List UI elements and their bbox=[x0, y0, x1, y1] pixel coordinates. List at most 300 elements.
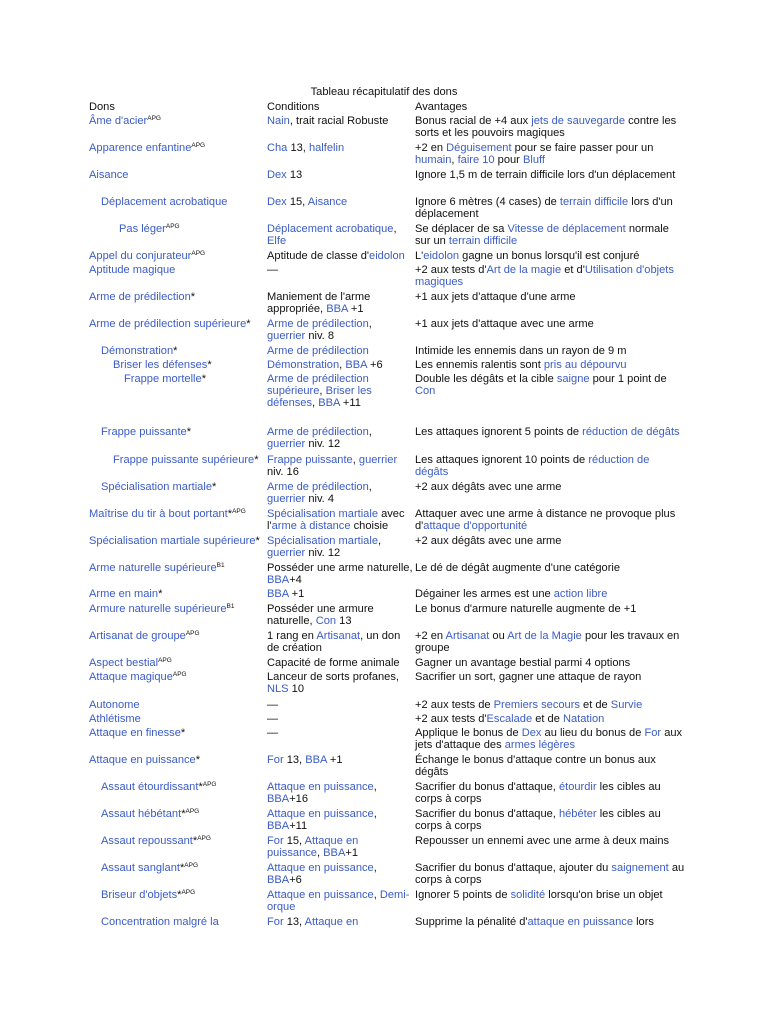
feat-link[interactable]: Spécialisation martiale bbox=[267, 535, 378, 547]
feat-link[interactable]: eidolon bbox=[423, 250, 460, 262]
feat-link[interactable]: action libre bbox=[553, 588, 608, 600]
feat-name bbox=[89, 264, 265, 276]
feat-link[interactable]: Elfe bbox=[267, 235, 287, 248]
feat-link[interactable]: Attaque en puissance bbox=[267, 781, 374, 793]
feat-advantages bbox=[415, 359, 685, 371]
feat-link[interactable]: Artisanat de groupe bbox=[89, 630, 186, 642]
feat-link[interactable]: Autonome bbox=[89, 699, 140, 711]
feat-link[interactable]: Art de la magie bbox=[486, 264, 562, 276]
feat-link[interactable]: Vitesse de déplacement bbox=[507, 223, 626, 235]
feat-advantages bbox=[415, 264, 685, 288]
cell-text: niv. 12 bbox=[305, 438, 341, 451]
feat-link[interactable]: Utilisation d'objets magiques bbox=[415, 264, 674, 289]
feat-link[interactable]: Dex bbox=[521, 727, 542, 739]
feat-link[interactable]: guerrier bbox=[267, 330, 306, 343]
feat-link[interactable]: Spécialisation martiale supérieure bbox=[89, 535, 256, 547]
feat-conditions bbox=[267, 426, 413, 450]
feat-link[interactable]: Attaque en puissance bbox=[267, 835, 359, 860]
feat-name bbox=[101, 889, 265, 901]
cell-text: Sacrifier un sort, gagner une attaque de rayon bbox=[415, 671, 642, 683]
cell-text: +16 bbox=[289, 793, 309, 806]
cell-text: +1 bbox=[288, 588, 305, 600]
feat-link[interactable]: BBA bbox=[267, 793, 290, 806]
cell-text: Applique le bonus de bbox=[415, 727, 522, 739]
feat-link[interactable]: Aisance bbox=[89, 169, 129, 181]
cell-text: — bbox=[267, 264, 279, 276]
feat-name bbox=[89, 250, 265, 262]
cell-text: * bbox=[201, 373, 207, 385]
source-tag: B1 bbox=[226, 603, 235, 610]
cell-text: * bbox=[254, 454, 259, 466]
cell-text: niv. 16 bbox=[267, 466, 299, 479]
feat-conditions bbox=[267, 916, 413, 928]
source-tag: APG bbox=[232, 508, 246, 515]
feat-advantages bbox=[415, 508, 685, 532]
feat-link[interactable]: Dex bbox=[267, 169, 287, 181]
feat-link[interactable]: Briser les défenses bbox=[113, 359, 208, 371]
feat-conditions bbox=[267, 754, 413, 766]
feat-link[interactable]: saignement bbox=[611, 862, 669, 874]
feat-name bbox=[101, 916, 265, 928]
feat-link[interactable]: Premiers secours bbox=[493, 699, 580, 711]
feat-link[interactable]: Assaut repoussant bbox=[101, 835, 193, 847]
feat-link[interactable]: BBA bbox=[345, 359, 367, 371]
cell-text: , bbox=[373, 781, 377, 793]
feat-link[interactable]: BBA bbox=[267, 874, 290, 887]
feat-name bbox=[89, 713, 265, 725]
feat-link[interactable]: Con bbox=[415, 385, 436, 398]
feat-link[interactable]: guerrier bbox=[358, 454, 398, 466]
feat-link[interactable]: Attaque en puissance bbox=[267, 808, 374, 820]
feat-conditions bbox=[267, 603, 413, 627]
feat-link[interactable]: Déguisement bbox=[446, 142, 512, 154]
feat-link[interactable]: Demi-orque bbox=[267, 889, 410, 914]
cell-text: pour 1 point de bbox=[589, 373, 667, 385]
cell-text: , bbox=[312, 397, 319, 410]
feat-name bbox=[89, 562, 265, 574]
cell-text: lorsqu'on brise un objet bbox=[545, 889, 663, 901]
cell-text: , bbox=[352, 454, 359, 466]
cell-text: +6 bbox=[289, 874, 302, 887]
feat-advantages bbox=[415, 142, 685, 166]
feat-advantages bbox=[415, 754, 685, 778]
feat-link[interactable]: Artisanat bbox=[316, 630, 361, 642]
cell-text: normale sur un bbox=[415, 223, 669, 248]
feat-link[interactable]: Aptitude magique bbox=[89, 264, 176, 276]
feat-link[interactable]: Attaque en finesse bbox=[89, 727, 181, 739]
feat-link[interactable]: Cha bbox=[267, 142, 288, 154]
feat-link[interactable]: BBA bbox=[323, 847, 346, 860]
feat-advantages bbox=[415, 318, 685, 330]
feat-link[interactable]: Con bbox=[315, 615, 337, 628]
feat-link[interactable]: Frappe puissante supérieure bbox=[113, 454, 255, 466]
feat-link[interactable]: BBA bbox=[318, 397, 340, 410]
feat-link[interactable]: Démonstration bbox=[267, 359, 340, 371]
feat-advantages bbox=[415, 373, 685, 397]
cell-text: , bbox=[319, 385, 326, 398]
feat-link[interactable]: faire 10 bbox=[457, 154, 495, 167]
feat-conditions bbox=[267, 481, 413, 505]
feat-link[interactable]: attaque d'opportunité bbox=[423, 520, 528, 533]
cell-text: 13 bbox=[286, 169, 303, 181]
cell-text: +11 bbox=[339, 397, 361, 410]
feat-advantages bbox=[415, 808, 685, 832]
feat-advantages bbox=[415, 671, 685, 683]
cell-text: Sacrifier du bonus d'attaque, ajouter du bbox=[415, 862, 612, 874]
feat-conditions bbox=[267, 250, 413, 262]
feat-conditions bbox=[267, 727, 413, 739]
cell-text: Lanceur de sorts profanes, bbox=[267, 671, 399, 683]
cell-text: niv. 4 bbox=[305, 493, 335, 506]
feat-link[interactable]: Arme en main bbox=[89, 588, 159, 600]
feat-advantages bbox=[415, 535, 685, 547]
feat-link[interactable]: Spécialisation martiale bbox=[101, 481, 212, 493]
cell-text: Sacrifier du bonus d'attaque, bbox=[415, 808, 559, 820]
feat-advantages bbox=[415, 345, 685, 357]
feat-link[interactable]: arme à distance bbox=[271, 520, 351, 533]
feat-link[interactable]: guerrier bbox=[267, 493, 306, 506]
cell-text: * bbox=[195, 754, 201, 766]
feat-link[interactable]: For bbox=[267, 835, 284, 847]
feat-link[interactable]: réduction de dégâts bbox=[582, 426, 680, 438]
feat-link[interactable]: solidité bbox=[510, 889, 546, 901]
feat-link[interactable]: pris au dépourvu bbox=[543, 359, 627, 371]
feat-link[interactable]: Aspect bestial bbox=[89, 657, 159, 669]
feat-link[interactable]: Arme naturelle supérieure bbox=[89, 562, 217, 574]
cell-text: Dégainer les armes est une bbox=[415, 588, 554, 600]
cell-text: , bbox=[373, 862, 377, 874]
feat-link[interactable]: Déplacement acrobatique bbox=[267, 223, 394, 235]
cell-text: lors d'un déplacement bbox=[415, 196, 673, 221]
feat-name bbox=[119, 223, 265, 235]
feat-advantages bbox=[415, 454, 685, 478]
feat-link[interactable]: hébéter bbox=[558, 808, 597, 820]
feat-link[interactable]: Frappe mortelle bbox=[124, 373, 202, 385]
cell-text: niv. 8 bbox=[305, 330, 335, 343]
feat-link[interactable]: Arme de prédilection bbox=[267, 318, 369, 330]
source-tag: B1 bbox=[216, 562, 225, 569]
feat-link[interactable]: terrain difficile bbox=[448, 235, 518, 248]
source-tag: APG bbox=[184, 862, 199, 869]
cell-text: et d' bbox=[561, 264, 585, 276]
feat-link[interactable]: BBA bbox=[326, 303, 348, 316]
feat-link[interactable]: BBA bbox=[267, 574, 290, 587]
feat-advantages bbox=[415, 889, 685, 901]
cell-text: 13 bbox=[336, 615, 352, 628]
feat-link[interactable]: BBA bbox=[267, 588, 289, 600]
feat-link[interactable]: Artisanat bbox=[445, 630, 490, 642]
cell-text: * bbox=[179, 862, 185, 874]
cell-text: 10 bbox=[288, 683, 305, 696]
source-tag: APG bbox=[202, 781, 217, 788]
feat-name bbox=[89, 535, 265, 547]
feat-link[interactable]: réduction de dégâts bbox=[415, 454, 650, 479]
feat-conditions bbox=[267, 142, 413, 154]
feat-advantages bbox=[415, 426, 685, 438]
feat-link[interactable]: NLS bbox=[267, 683, 289, 696]
cell-text: avec l' bbox=[267, 508, 405, 533]
feat-name bbox=[89, 115, 265, 127]
feat-name bbox=[89, 588, 265, 600]
cell-text: — bbox=[267, 699, 279, 711]
feat-link[interactable]: Concentration malgré la bbox=[101, 916, 219, 928]
feat-link[interactable]: Déplacement acrobatique bbox=[101, 196, 228, 208]
feat-name bbox=[89, 318, 265, 330]
feat-link[interactable]: Démonstration bbox=[101, 345, 174, 357]
feat-link[interactable]: Attaque magique bbox=[89, 671, 173, 683]
feat-link[interactable]: Assaut hébétant bbox=[101, 808, 182, 820]
feat-link[interactable]: humain bbox=[415, 154, 452, 167]
feat-link[interactable]: eidolon bbox=[369, 250, 405, 262]
feat-name bbox=[89, 291, 265, 303]
cell-text: Sacrifier du bonus d'attaque, bbox=[415, 781, 559, 793]
feat-link[interactable]: Bluff bbox=[522, 154, 545, 167]
feat-link[interactable]: Arme de prédilection supérieure bbox=[89, 318, 247, 330]
feat-name bbox=[89, 699, 265, 711]
cell-text: Posséder une arme naturelle, bbox=[267, 562, 413, 574]
feat-link[interactable]: Spécialisation martiale bbox=[267, 508, 378, 520]
feat-conditions bbox=[267, 588, 413, 600]
feat-link[interactable]: Frappe puissante bbox=[267, 454, 353, 466]
feat-conditions bbox=[267, 562, 413, 586]
feat-link[interactable]: Nain bbox=[267, 115, 290, 127]
feat-link[interactable]: Escalade bbox=[486, 713, 533, 725]
feat-link[interactable]: attaque en puissance bbox=[527, 916, 633, 928]
feat-conditions bbox=[267, 781, 413, 805]
feat-conditions bbox=[267, 196, 413, 208]
cell-text: choisie bbox=[350, 520, 389, 533]
feat-link[interactable]: Âme d'acier bbox=[89, 115, 148, 127]
cell-text: +1 bbox=[345, 847, 358, 860]
feat-conditions bbox=[267, 671, 413, 695]
cell-text: +1 aux jets d'attaque d'une arme bbox=[415, 291, 576, 303]
feat-link[interactable]: Dex bbox=[267, 196, 287, 208]
cell-text: Supprime la pénalité d' bbox=[415, 916, 528, 928]
cell-text: — bbox=[267, 713, 279, 725]
cell-text: , bbox=[316, 847, 324, 860]
feat-link[interactable]: Arme de prédilection supérieure bbox=[267, 373, 369, 398]
feat-advantages bbox=[415, 115, 685, 139]
feat-conditions bbox=[267, 713, 413, 725]
feat-link[interactable]: Arme de prédilection bbox=[267, 345, 369, 357]
cell-text: +2 aux tests d' bbox=[415, 264, 487, 276]
source-tag: APG bbox=[197, 835, 211, 842]
cell-text: 13, bbox=[283, 916, 305, 928]
cell-text: * bbox=[255, 535, 260, 547]
feat-link[interactable]: Attaque en puissance bbox=[267, 862, 374, 874]
feat-name bbox=[101, 481, 265, 493]
cell-text: Les attaques ignorent 10 points de bbox=[415, 454, 589, 466]
feat-advantages bbox=[415, 727, 685, 751]
cell-text: , bbox=[368, 426, 372, 438]
feat-link[interactable]: Maîtrise du tir à bout portant bbox=[89, 508, 228, 520]
cell-text: * bbox=[180, 727, 186, 739]
feat-advantages bbox=[415, 588, 685, 600]
feat-link[interactable]: Assaut étourdissant bbox=[101, 781, 199, 793]
source-tag: APG bbox=[147, 115, 161, 122]
cell-text: * bbox=[173, 345, 178, 357]
feat-link[interactable]: BBA bbox=[305, 754, 327, 766]
feat-name bbox=[101, 835, 265, 847]
feat-link[interactable]: saigne bbox=[556, 373, 590, 385]
feat-name bbox=[113, 359, 265, 371]
feat-link[interactable]: Briseur d'objets bbox=[101, 889, 178, 901]
header-dons: Dons bbox=[89, 101, 115, 113]
feat-conditions bbox=[267, 345, 413, 357]
cell-text: pour se faire passer pour un bbox=[511, 142, 654, 154]
feat-conditions bbox=[267, 115, 413, 127]
feat-link[interactable]: armes légères bbox=[504, 739, 575, 752]
feat-link[interactable]: Art de la Magie bbox=[507, 630, 582, 642]
feat-conditions bbox=[267, 169, 413, 181]
feat-link[interactable]: Attaque en puissance bbox=[89, 754, 196, 766]
cell-text: Le dé de dégât augmente d'une catégorie bbox=[415, 562, 621, 574]
feat-conditions bbox=[267, 373, 413, 410]
feat-link[interactable]: For bbox=[644, 727, 662, 739]
feat-conditions bbox=[267, 862, 413, 886]
cell-text: +2 aux dégâts avec une arme bbox=[415, 535, 562, 547]
feat-name bbox=[89, 508, 265, 520]
feat-conditions bbox=[267, 699, 413, 711]
cell-text: au lieu du bonus de bbox=[541, 727, 645, 739]
cell-text: Les ennemis ralentis sont bbox=[415, 359, 544, 371]
feat-advantages bbox=[415, 699, 685, 711]
cell-text: et de bbox=[532, 713, 563, 725]
cell-text: pour bbox=[494, 154, 523, 167]
table-title: Tableau récapitulatif des dons bbox=[310, 86, 458, 98]
cell-text: * bbox=[181, 808, 186, 820]
feat-link[interactable]: Attaque en bbox=[304, 916, 359, 928]
feat-link[interactable]: Appel du conjurateur bbox=[89, 250, 192, 262]
cell-text: ou bbox=[489, 630, 508, 642]
feat-link[interactable]: halfelin bbox=[308, 142, 345, 154]
feat-name bbox=[101, 345, 265, 357]
source-tag: APG bbox=[172, 671, 187, 678]
feat-name bbox=[89, 727, 265, 739]
cell-text: Gagner un avantage bestial parmi 4 options bbox=[415, 657, 631, 669]
feat-conditions bbox=[267, 359, 413, 371]
feat-link[interactable]: guerrier bbox=[267, 438, 306, 451]
feat-link[interactable]: Pas léger bbox=[119, 223, 166, 235]
feat-advantages bbox=[415, 916, 685, 928]
source-tag: APG bbox=[158, 657, 172, 664]
feat-link[interactable]: Natation bbox=[562, 713, 605, 725]
cell-text: , bbox=[368, 481, 372, 493]
feat-link[interactable]: Frappe puissante bbox=[101, 426, 187, 438]
cell-text: 15, bbox=[283, 835, 305, 847]
cell-text: Échange le bonus d'attaque contre un bonus aux dégâts bbox=[415, 754, 656, 779]
feat-name bbox=[89, 630, 265, 642]
feat-link[interactable]: guerrier bbox=[267, 547, 306, 560]
feat-link[interactable]: Apparence enfantine bbox=[89, 142, 192, 154]
cell-text: * bbox=[186, 426, 192, 438]
header-conditions: Conditions bbox=[267, 101, 320, 113]
feat-advantages bbox=[415, 223, 685, 247]
feat-link[interactable]: Assaut sanglant bbox=[101, 862, 180, 874]
feat-link[interactable]: Aisance bbox=[307, 196, 348, 208]
cell-text: Aptitude de classe d' bbox=[267, 250, 370, 262]
cell-text: +2 en bbox=[415, 630, 446, 642]
cell-text: , bbox=[451, 154, 458, 167]
feat-conditions bbox=[267, 835, 413, 859]
cell-text: +2 aux tests de bbox=[415, 699, 494, 711]
cell-text: , bbox=[378, 535, 382, 547]
cell-text: +2 en bbox=[415, 142, 447, 154]
cell-text: 15, bbox=[286, 196, 308, 208]
feat-link[interactable]: Survie bbox=[610, 699, 643, 711]
cell-text: lors bbox=[633, 916, 654, 928]
feat-advantages bbox=[415, 781, 685, 805]
cell-text: Repousser un ennemi avec une arme à deux mains bbox=[415, 835, 670, 847]
cell-text: , trait racial Robuste bbox=[289, 115, 389, 127]
cell-text: * bbox=[207, 359, 212, 371]
cell-text: Double les dégâts et la cible bbox=[415, 373, 557, 385]
feat-link[interactable]: Arme de prédilection bbox=[267, 481, 369, 493]
cell-text: , bbox=[373, 889, 380, 901]
feat-link[interactable]: For bbox=[267, 916, 284, 928]
cell-text: Bonus racial de +4 aux bbox=[415, 115, 532, 127]
header-avantages: Avantages bbox=[415, 101, 468, 113]
feat-link[interactable]: Arme de prédilection bbox=[267, 426, 369, 438]
feat-link[interactable]: Arme de prédilection bbox=[89, 291, 191, 303]
feat-link[interactable]: Armure naturelle supérieure bbox=[89, 603, 227, 615]
source-tag: APG bbox=[185, 808, 200, 815]
feat-name bbox=[101, 781, 265, 793]
feat-conditions bbox=[267, 291, 413, 315]
feat-link[interactable]: terrain difficile bbox=[559, 196, 629, 208]
cell-text: Le bonus d'armure naturelle augmente de +1 bbox=[415, 603, 637, 615]
feat-advantages bbox=[415, 657, 685, 669]
feat-advantages bbox=[415, 862, 685, 886]
cell-text: * bbox=[177, 889, 182, 901]
feat-conditions bbox=[267, 223, 413, 247]
feat-name bbox=[89, 142, 265, 154]
cell-text: +6 bbox=[366, 359, 383, 371]
feat-name bbox=[101, 808, 265, 820]
cell-text: Les attaques ignorent 5 points de bbox=[415, 426, 583, 438]
feat-conditions bbox=[267, 630, 413, 654]
feat-link[interactable]: Attaque en puissance bbox=[267, 889, 374, 901]
feat-name bbox=[89, 603, 265, 615]
cell-text: contre les sorts et les pouvoirs magiques bbox=[415, 115, 677, 140]
feat-link[interactable]: For bbox=[267, 754, 284, 766]
cell-text: +11 bbox=[289, 820, 308, 833]
cell-text: et de bbox=[579, 699, 611, 711]
cell-text: aux jets d'attaque des bbox=[415, 727, 683, 752]
feat-link[interactable]: Briser les défenses bbox=[267, 385, 372, 410]
feat-conditions bbox=[267, 889, 413, 913]
cell-text: au corps à corps bbox=[415, 862, 685, 887]
source-tag: APG bbox=[185, 630, 200, 637]
feat-link[interactable]: Athlétisme bbox=[89, 713, 141, 725]
cell-text: 13, bbox=[283, 754, 306, 766]
source-tag: APG bbox=[191, 142, 206, 149]
cell-text: +2 aux tests d' bbox=[415, 713, 487, 725]
cell-text: , bbox=[368, 318, 372, 330]
cell-text: , bbox=[339, 359, 346, 371]
cell-text: Intimide les ennemis dans un rayon de 9 m bbox=[415, 345, 627, 357]
cell-text: Ignorer 5 points de bbox=[415, 889, 511, 901]
feat-link[interactable]: jets de sauvegarde bbox=[531, 115, 626, 127]
source-tag: APG bbox=[181, 889, 196, 896]
feat-conditions bbox=[267, 454, 413, 478]
cell-text: Maniement de l'arme appropriée, bbox=[267, 291, 371, 316]
feat-name bbox=[101, 426, 265, 438]
feat-conditions bbox=[267, 535, 413, 559]
feat-link[interactable]: étourdir bbox=[558, 781, 597, 793]
feat-advantages bbox=[415, 713, 685, 725]
feat-link[interactable]: BBA bbox=[267, 820, 290, 833]
